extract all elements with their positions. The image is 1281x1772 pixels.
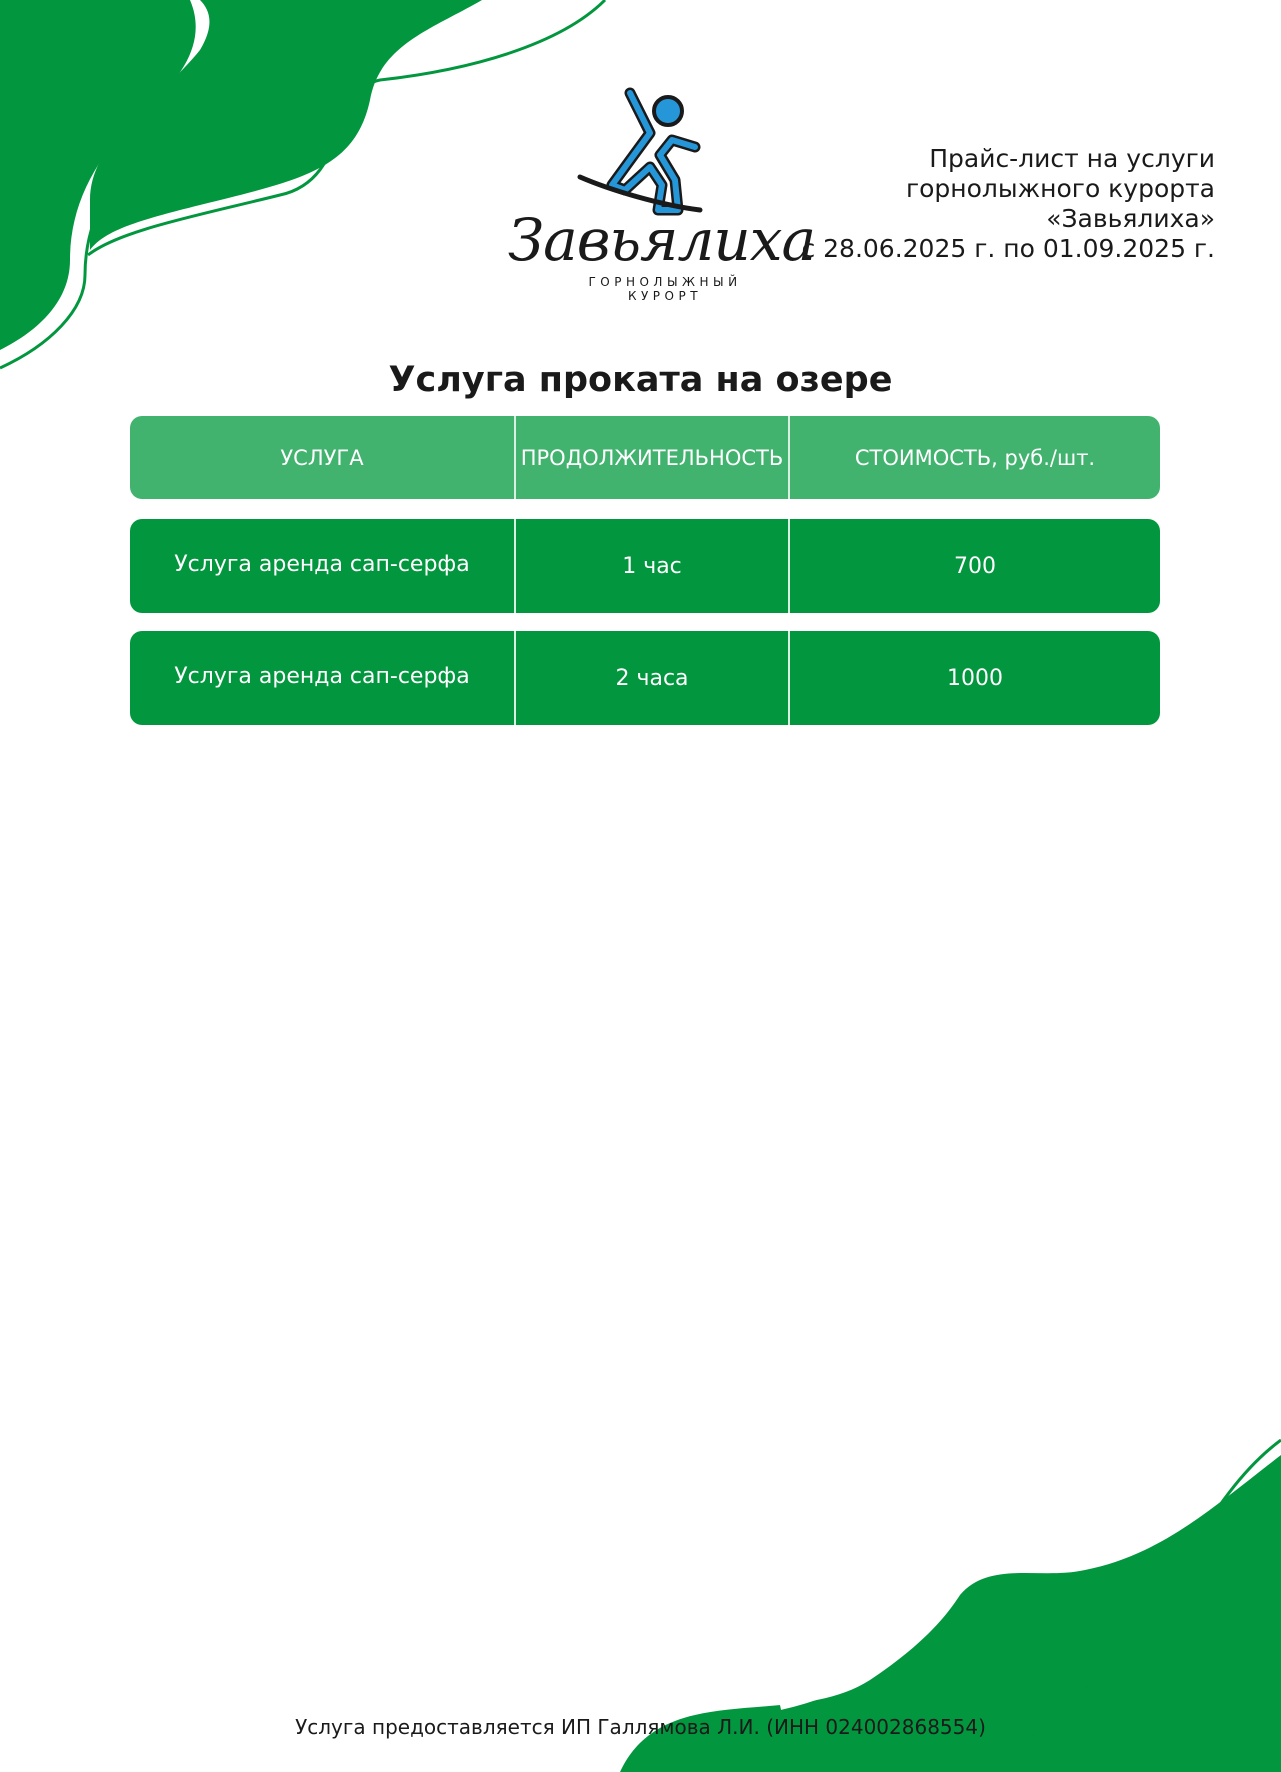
cell-service: Услуга аренда сап-серфа [174,551,470,577]
brand-subtitle: ГОРНОЛЫЖНЫЙ КУРОРТ [588,275,742,303]
cell-price: 1000 [947,665,1003,691]
header-line-2: горнолыжного курорта [905,174,1215,203]
header-dates: с 28.06.2025 г. по 01.09.2025 г. [801,234,1215,263]
header-line-1: Прайс-лист на услуги [929,144,1215,173]
price-list-header [755,144,1215,264]
cell-price: 700 [954,553,996,579]
provider-footer: Услуга предоставляется ИП Галлямова Л.И. (ИНН 024002868554) [295,1715,986,1739]
page-title: Услуга проката на озере [388,360,893,400]
table-header-row [130,416,1160,499]
column-header-service: УСЛУГА [280,445,364,470]
table-row [130,519,1160,613]
price-table [130,416,1160,725]
brand-logo [500,85,816,315]
cell-duration: 2 часа [514,631,790,725]
brand-name: Завьялиха [508,206,816,274]
column-header-price: СТОИМОСТЬ, руб./шт. [854,445,1096,470]
cell-service: Услуга аренда сап-серфа [174,663,470,689]
column-header-duration: ПРОДОЛЖИТЕЛЬНОСТЬ [514,416,790,499]
header-line-3: «Завьялиха» [1046,204,1215,233]
table-row [130,631,1160,725]
cell-duration: 1 час [514,519,790,613]
